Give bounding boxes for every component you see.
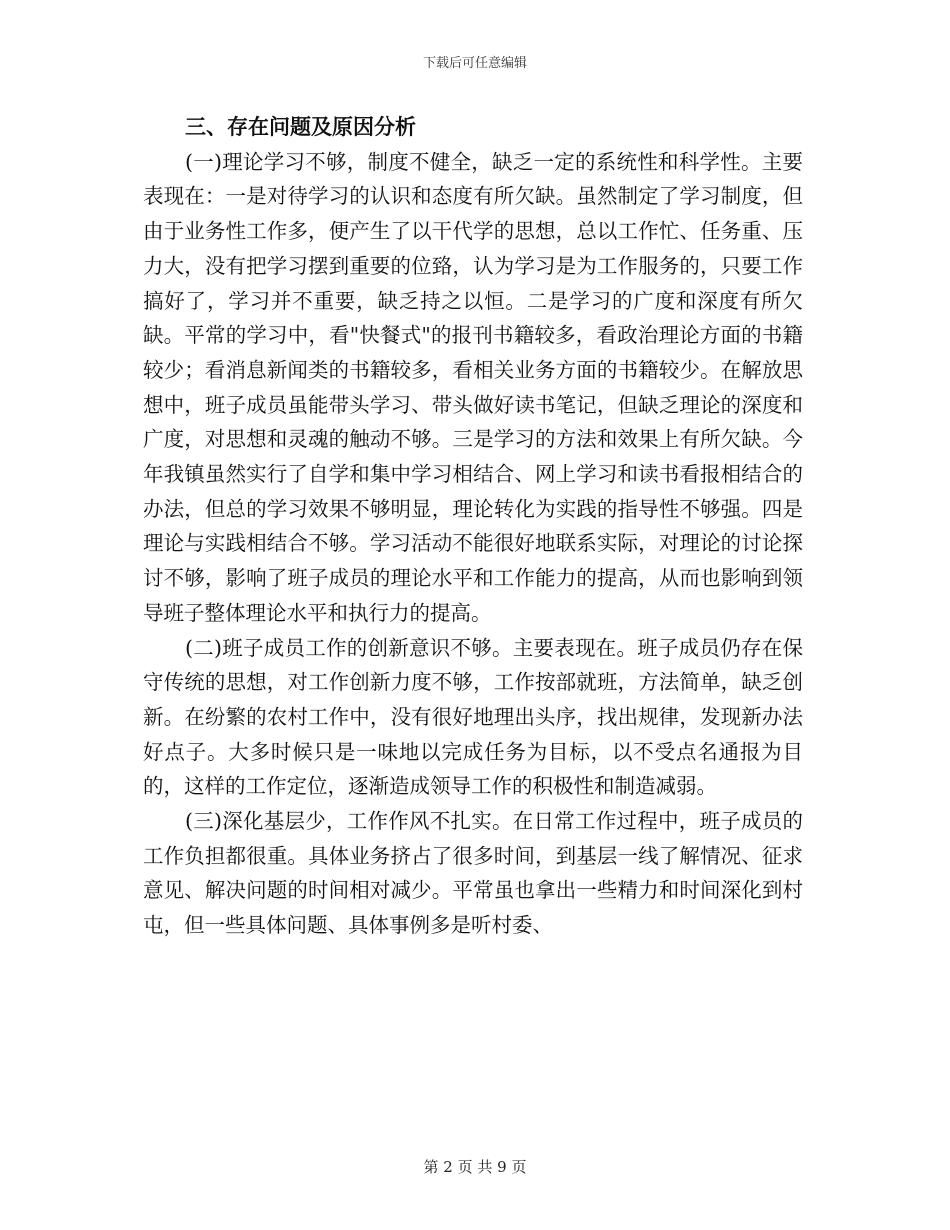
page-number: 第 2 页 共 9 页	[423, 1158, 527, 1176]
paragraph-innovation: (二)班子成员工作的创新意识不够。主要表现在。班子成员仍存在保守传统的思想，对工作创新力度不够，工作按部就班，方法简单，缺乏创新。在纷繁的农村工作中，没有很好地理出头序，找出规律，发现新办法好点子。大多时候只是一味地以完成任务为目标，以不受点名通报为目的，这样的工作定位，逐渐造成领导工作的积极性和制造减弱。	[143, 635, 803, 799]
section-heading: 三、存在问题及原因分析	[185, 114, 416, 139]
document-body	[143, 110, 803, 943]
paragraph-grassroots: (三)深化基层少，工作作风不扎实。在日常工作过程中，班子成员的工作负担都很重。具体业务挤占了很多时间，到基层一线了解情况、征求意见、解决问题的时间相对减少。平常虽也拿出一些精力和时间深化到村屯，但一些具体问题、具体事例多是听村委、	[143, 809, 803, 938]
paragraph-theory-study: (一)理论学习不够，制度不健全，缺乏一定的系统性和科学性。主要表现在：一是对待学习的认识和态度有所欠缺。虽然制定了学习制度，但由于业务性工作多，便产生了以干代学的思想，总以工作忙、任务重、压力大，没有把学习摆到重要的位臵，认为学习是为工作服务的，只要工作搞好了，学习并不重要，缺乏持之以恒。二是学习的广度和深度有所欠缺。平常的学习中，看"快餐式"的报刊书籍较多，看政治理论方面的书籍较少；看消息新闻类的书籍较多，看相关业务方面的书籍较少。在解放思想中，班子成员虽能带头学习、带头做好读书笔记，但缺乏理论的深度和广度，对思想和灵魂的触动不够。三是学习的方法和效果上有所欠缺。今年我镇虽然实行了自学和集中学习相结合、网上学习和读书看报相结合的办法，但总的学习效果不够明显，理论转化为实践的指导性不够强。四是理论与实践相结合不够。学习活动不能很好地联系实际，对理论的讨论探讨不够，影响了班子成员的理论水平和工作能力的提高，从而也影响到领导班子整体理论水平和执行力的提高。	[143, 149, 803, 625]
page-header-note: 下载后可任意编辑	[422, 56, 527, 71]
